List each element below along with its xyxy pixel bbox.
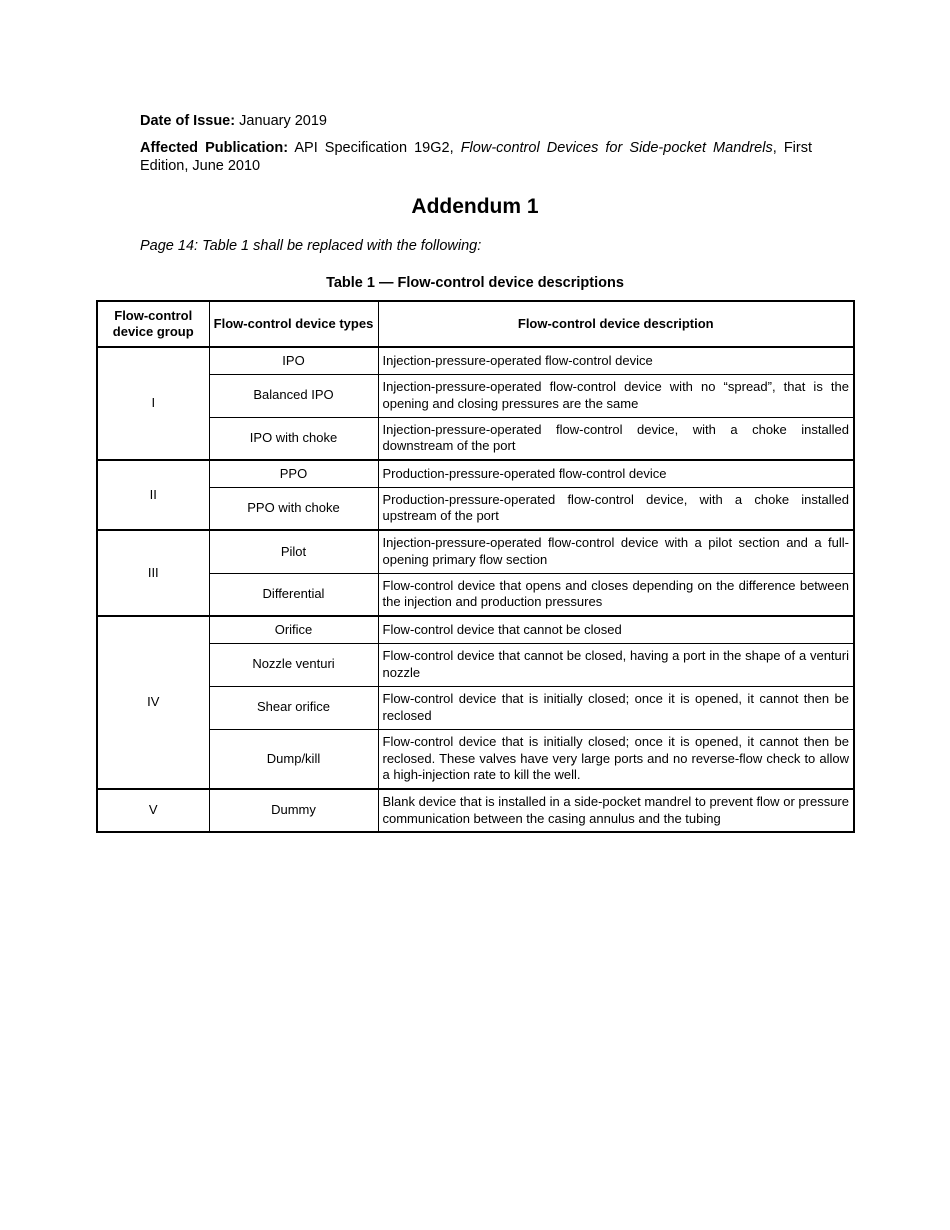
table-row [97, 460, 854, 487]
device-description-cell: Flow-control device that cannot be closed, having a port in the shape of a venturi nozzle [378, 643, 854, 686]
affected-publication [140, 139, 812, 175]
header-types: Flow-control device types [209, 301, 378, 347]
table-body [97, 347, 854, 832]
group-cell: IV [97, 616, 209, 789]
header-group: Flow-control device group [97, 301, 209, 347]
device-type-cell: Pilot [209, 530, 378, 573]
table-row [97, 347, 854, 374]
group-cell: III [97, 530, 209, 616]
date-of-issue-label: Date of Issue: [140, 113, 236, 129]
replacement-instruction: Page 14: Table 1 shall be replaced with the following: [140, 238, 482, 254]
date-of-issue-value: January 2019 [239, 113, 327, 129]
affected-publication-prefix: API Specification 19G2, [294, 140, 454, 156]
device-description-cell: Injection-pressure-operated flow-control device with no “spread”, that is the opening and closing pressures are the same [378, 374, 854, 417]
device-description-cell: Flow-control device that is initially closed; once it is opened, it cannot then be reclosed. These valves have very large ports and no reverse-flow check to allow a high-injection rate to kill the well. [378, 729, 854, 789]
header-description: Flow-control device description [378, 301, 854, 347]
device-type-cell: PPO with choke [209, 487, 378, 530]
device-description-cell: Production-pressure-operated flow-control device, with a choke installed upstream of the port [378, 487, 854, 530]
table-caption: Table 1 — Flow-control device descriptions [326, 275, 624, 291]
table-row [97, 789, 854, 832]
device-description-cell: Flow-control device that cannot be closed [378, 616, 854, 643]
device-type-cell: PPO [209, 460, 378, 487]
group-cell: II [97, 460, 209, 530]
device-type-cell: IPO [209, 347, 378, 374]
table-row [97, 417, 854, 460]
device-description-cell: Flow-control device that is initially closed; once it is opened, it cannot then be reclosed [378, 686, 854, 729]
device-type-cell: IPO with choke [209, 417, 378, 460]
device-description-cell: Injection-pressure-operated flow-control device, with a choke installed downstream of the port [378, 417, 854, 460]
group-cell: I [97, 347, 209, 460]
table-row [97, 729, 854, 789]
addendum-title: Addendum 1 [411, 195, 539, 218]
table-row [97, 643, 854, 686]
table-header-row [97, 301, 854, 347]
device-type-cell: Differential [209, 573, 378, 616]
affected-publication-suffix: , First Edition, June 2010 [140, 140, 812, 174]
table-row [97, 573, 854, 616]
device-type-cell: Dump/kill [209, 729, 378, 789]
device-type-cell: Nozzle venturi [209, 643, 378, 686]
device-type-cell: Balanced IPO [209, 374, 378, 417]
device-description-cell: Injection-pressure-operated flow-control device [378, 347, 854, 374]
group-cell: V [97, 789, 209, 832]
table-row [97, 686, 854, 729]
table-row [97, 530, 854, 573]
device-type-cell: Shear orifice [209, 686, 378, 729]
table-row [97, 487, 854, 530]
device-description-cell: Injection-pressure-operated flow-control device with a pilot section and a full-opening primary flow section [378, 530, 854, 573]
device-type-cell: Dummy [209, 789, 378, 832]
device-table [96, 300, 855, 833]
date-of-issue [140, 112, 812, 130]
table-row [97, 374, 854, 417]
affected-publication-label: Affected Publication: [140, 140, 289, 156]
table-row [97, 616, 854, 643]
device-description-cell: Flow-control device that opens and closes depending on the difference between the injection and production pressures [378, 573, 854, 616]
device-type-cell: Orifice [209, 616, 378, 643]
affected-publication-title: Flow-control Devices for Side-pocket Mandrels [460, 140, 773, 156]
device-description-cell: Production-pressure-operated flow-control device [378, 460, 854, 487]
device-description-cell: Blank device that is installed in a side-pocket mandrel to prevent flow or pressure communication between the casing annulus and the tubing [378, 789, 854, 832]
